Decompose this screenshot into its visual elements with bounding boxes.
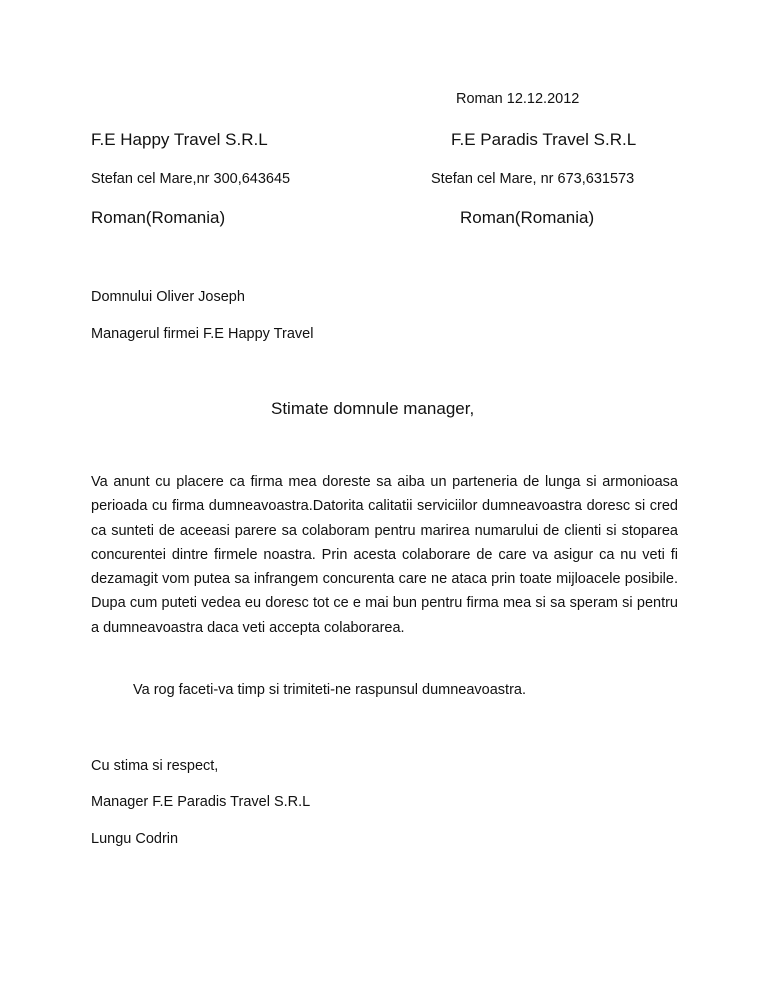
salutation: Stimate domnule manager, [271,399,475,418]
body-paragraph: Va anunt cu placere ca firma mea doreste sa aiba un parteneria de lunga si armonioasa perioada cu firma dumneavoastra.Datorita calitatii serviciilor dumneavoastra doresc si cred ca sunteti de aceeasi parere sa colaboram pentru marirea numarului de clienti si stoparea concurentei dintre firmele noastra. Prin acesta colaborare de care va asigur ca nu veti fi dezamagit vom putea sa infrangem concurenta care ne ataca prin toate mijloacele posibile. Dupa cum puteti vedea eu doresc tot ce e mai bun pentru firma mea si sa speram si pentru a dumneavoastra daca veti accepta colaborarea. [91,474,678,636]
closing: Cu stima si respect, [91,758,219,774]
recipient-address: Stefan cel Mare, nr 673,631573 [431,171,635,187]
signature-title: Manager F.E Paradis Travel S.R.L [91,794,311,810]
addressee-name: Domnului Oliver Joseph [91,289,245,305]
signature-name: Lungu Codrin [91,831,179,847]
sender-address: Stefan cel Mare,nr 300,643645 [91,171,291,187]
request-paragraph: Va rog faceti-va timp si trimiteti-ne raspunsul dumneavoastra. [133,682,527,698]
place-date: Roman 12.12.2012 [456,91,580,107]
recipient-city: Roman(Romania) [460,208,595,227]
addressee-title: Managerul firmei F.E Happy Travel [91,326,314,342]
recipient-company: F.E Paradis Travel S.R.L [451,130,637,149]
sender-company: F.E Happy Travel S.R.L [91,130,268,149]
sender-city: Roman(Romania) [91,208,226,227]
